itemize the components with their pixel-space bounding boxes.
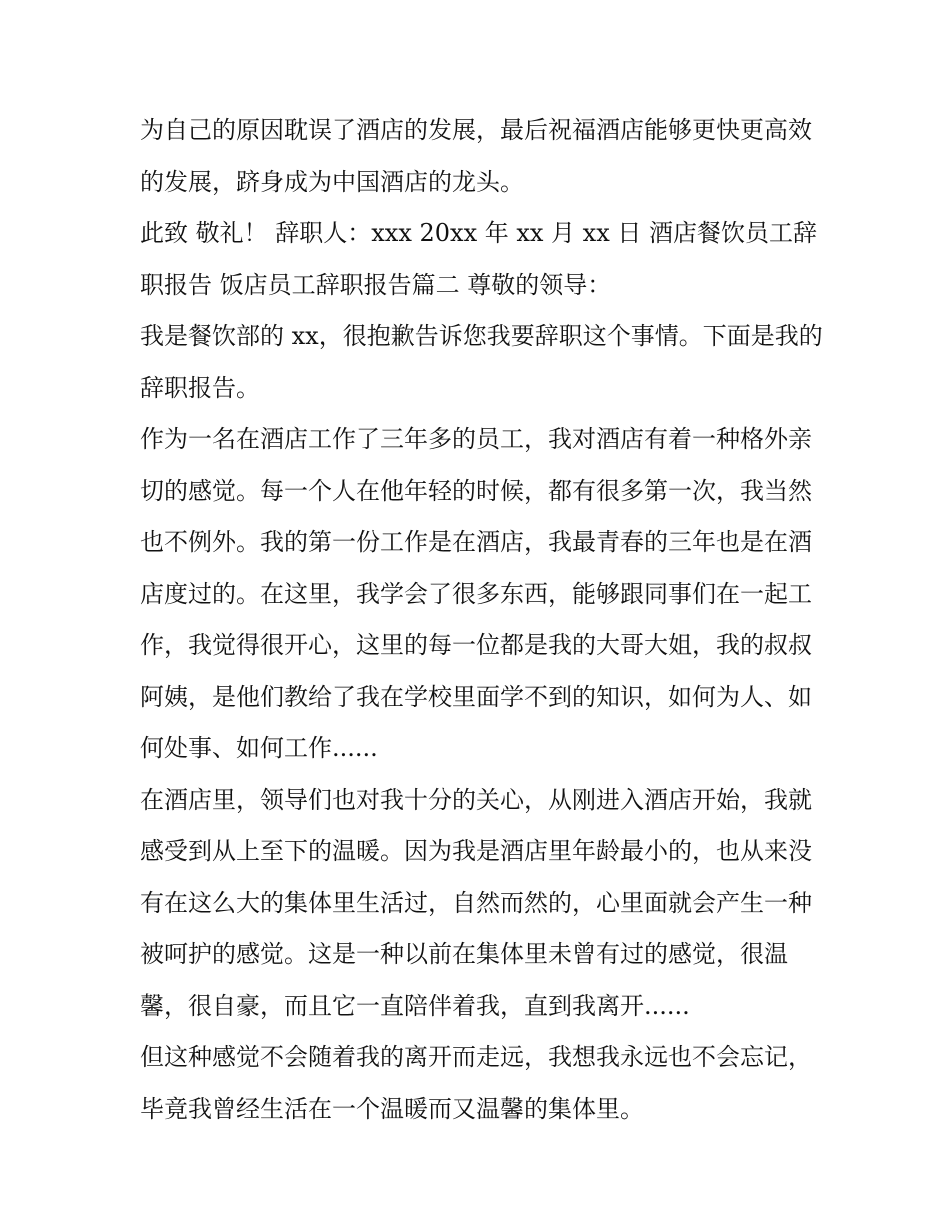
paragraph-work-experience: 作为一名在酒店工作了三年多的员工，我对酒店有着一种格外亲切的感觉。每一个人在他年轻的时候，都有很多第一次，我当然也不例外。我的第一份工作是在酒店，我最青春的三年也是在酒店度过的。在这里，我学会了很多东西，能够跟同事们在一起工作，我觉得很开心，这里的每一位都是我的大哥大姐，我的叔叔阿姨，是他们教给了我在学校里面学不到的知识，如何为人、如何处事、如何工作...... (140, 425, 812, 762)
paragraph-memory: 但这种感觉不会随着我的离开而走远，我想我永远也不会忘记，毕竟我曾经生活在一个温暖而又温馨的集体里。 (140, 1043, 812, 1123)
paragraph-introduction: 我是餐饮部的 xx，很抱歉告诉您我要辞职这个事情。下面是我的辞职报告。 (140, 322, 823, 402)
paragraph-closing-wish: 为自己的原因耽误了酒店的发展，最后祝福酒店能够更快更高效的发展，跻身成为中国酒店的龙头。 (140, 116, 812, 196)
paragraph-signature-and-heading: 此致 敬礼！ 辞职人：xxx 20xx 年 xx 月 xx 日 酒店餐饮员工辞职报告 饭店员工辞职报告篇二 尊敬的领导： (140, 219, 818, 299)
paragraph-care-from-leaders: 在酒店里，领导们也对我十分的关心，从刚进入酒店开始，我就感受到从上至下的温暖。因为我是酒店里年龄最小的，也从来没有在这么大的集体里生活过，自然而然的，心里面就会产生一种被呵护的感觉。这是一种以前在集体里未曾有过的感觉，很温馨，很自豪，而且它一直陪伴着我，直到我离开...... (140, 785, 812, 1020)
document-body (140, 105, 830, 1135)
